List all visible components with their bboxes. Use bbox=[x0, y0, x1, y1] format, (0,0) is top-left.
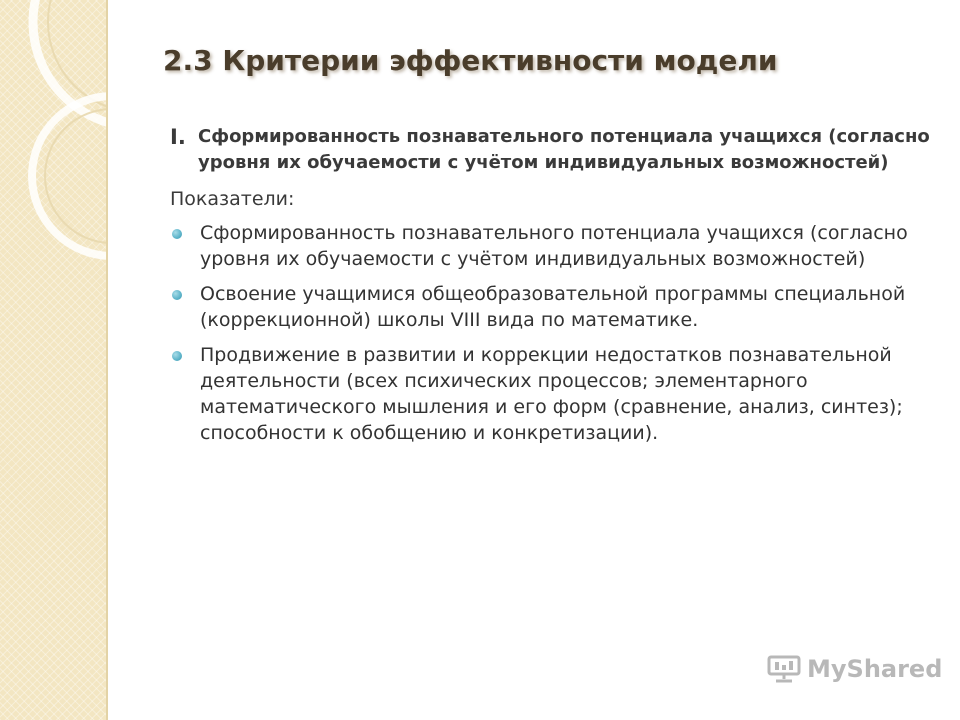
list-item bbox=[170, 220, 930, 272]
watermark-logo bbox=[766, 654, 942, 684]
criterion-text: Сформированность познавательного потенциала учащихся (согласно уровня их обучаемости с учётом индивидуальных возможностей) bbox=[198, 126, 930, 173]
decorative-circles bbox=[0, 0, 108, 300]
slide-title: 2.3 Критерии эффективности модели bbox=[163, 44, 778, 77]
bullet-dot-icon bbox=[172, 229, 182, 239]
decorative-sidebar bbox=[0, 0, 108, 720]
criterion-number: I. bbox=[170, 125, 186, 149]
presentation-board-icon bbox=[766, 654, 802, 684]
watermark-text: MyShared bbox=[807, 655, 943, 683]
list-item bbox=[170, 281, 930, 333]
bullet-dot-icon bbox=[172, 351, 182, 361]
slide-content bbox=[170, 124, 930, 455]
list-item bbox=[170, 342, 930, 446]
list-item-text: Освоение учащимися общеобразовательной программы специальной (коррекционной) школы VIII вида по математике. bbox=[200, 283, 906, 331]
criterion-heading bbox=[170, 124, 930, 176]
indicators-list bbox=[170, 220, 930, 446]
list-item-text: Продвижение в развитии и коррекции недостатков познавательной деятельности (всех психических процессов; элементарного математического мышления и его форм (сравнение, анализ, синтез); способности к обобщению и конкретизации). bbox=[200, 344, 903, 444]
indicators-label: Показатели: bbox=[170, 188, 295, 210]
list-item-text: Сформированность познавательного потенциала учащихся (согласно уровня их обучаемости с учётом индивидуальных возможностей) bbox=[200, 222, 908, 270]
sidebar-edge bbox=[106, 0, 108, 720]
bullet-dot-icon bbox=[172, 290, 182, 300]
